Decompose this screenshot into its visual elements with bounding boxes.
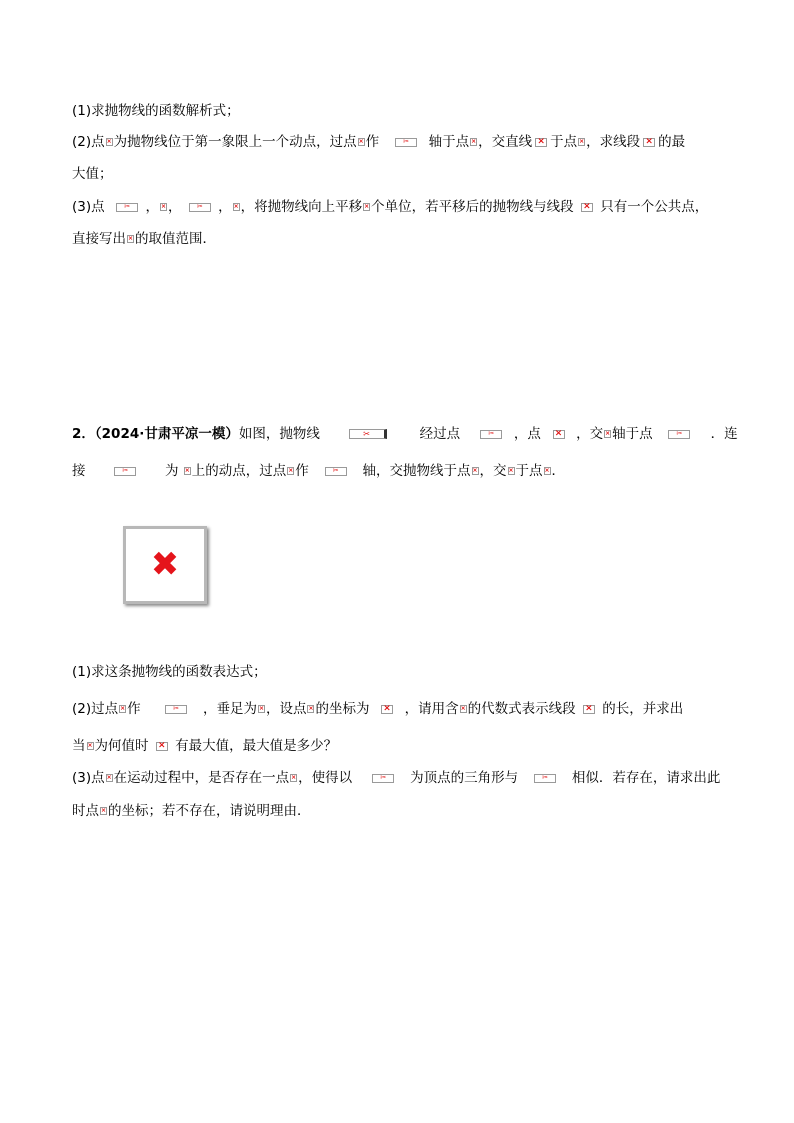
text-segment: (2)过点 [72,701,119,717]
question-1-part-1 [72,101,240,121]
formula-image [578,138,585,146]
text-segment: 轴于点 [612,426,653,442]
text-segment: ，点 [513,426,541,442]
text-segment: 时点 [72,803,99,819]
formula-image [106,138,113,146]
question-1-part-2-line-1 [72,132,685,152]
formula-image [363,203,370,211]
formula-image [119,705,126,713]
problem-2-line-2 [72,461,565,481]
problem-2-part-2-line-2 [72,736,337,756]
formula-image [581,203,593,212]
formula-image [307,705,314,713]
text-segment: (2)点 [72,134,105,150]
formula-image [233,203,240,211]
formula-image [535,138,547,147]
problem-source: （2024·甘肃平凉一模） [94,426,239,442]
text-segment: (3)点 [72,770,105,786]
question-text: (1)求这条抛物线的函数表达式； [72,664,267,680]
text-segment: (3)点 [72,199,105,215]
question-1-part-3-line-2 [72,229,216,249]
formula-image [643,138,655,147]
text-segment: 经过点 [419,426,461,442]
text-segment: 大值； [72,166,113,182]
text-segment: ，使得以 [298,770,353,786]
formula-image [534,774,556,783]
text-segment: 作 [295,463,309,479]
formula-image [381,705,393,714]
text-segment: 当 [72,738,86,754]
text-segment: ，交 [576,426,604,442]
formula-image [668,430,690,439]
text-segment: 为何值时 [94,738,149,754]
text-segment: 作 [365,134,380,150]
problem-2-part-3-line-1 [72,768,720,788]
text-segment: 轴，交抛物线于点 [362,463,471,479]
question-1-part-2-line-2 [72,164,113,184]
text-segment: 的长，并求出 [602,701,684,717]
text-segment: 上的动点，过点 [191,463,287,479]
formula-image [106,774,113,782]
formula-image [87,742,94,750]
formula-image [114,467,136,476]
text-segment: 如图，抛物线 [238,426,320,442]
text-segment: ，设点 [265,701,307,717]
text-segment: ， [218,199,232,215]
formula-image [395,138,417,147]
question-text: (1)求抛物线的函数解析式； [72,103,240,119]
text-segment: 为顶点的三角形与 [410,770,519,786]
formula-image [358,138,365,146]
formula-image [116,203,138,212]
text-segment: 于点 [515,463,543,479]
formula-image [156,742,168,751]
text-segment: 于点 [550,134,578,150]
text-segment: ，垂足为 [202,701,257,717]
formula-image [583,705,595,714]
formula-image [100,807,107,815]
text-segment: 为抛物线位于第一象限上一个动点，过点 [113,134,357,150]
figure-image-placeholder [123,526,207,604]
text-segment: 只有一个公共点， [600,199,709,215]
formula-image [480,430,502,439]
problem-number: 2． [72,426,95,442]
text-segment: ， [145,199,160,215]
text-segment: ．连 [710,426,738,442]
text-segment: 作 [127,701,141,717]
question-1-part-3-line-1 [72,197,708,217]
formula-image [287,467,294,475]
text-segment: 相似．若存在，请求出此 [571,770,721,786]
text-segment: ，请用含 [404,701,459,717]
text-segment: 轴于点 [428,134,470,150]
text-segment: ， [168,199,182,215]
text-segment: 个单位，若平移后的抛物线与线段 [371,199,574,215]
formula-image [290,774,297,782]
formula-image [189,203,211,212]
text-segment: ，交 [479,463,507,479]
text-segment: 有最大值，最大值是多少？ [175,738,338,754]
formula-image [460,705,467,713]
text-segment: 为 [165,463,179,479]
text-segment: 的代数式表示线段 [467,701,576,717]
problem-2-part-2-line-1 [72,699,683,719]
formula-image [604,430,611,438]
text-segment: 的最 [658,134,686,150]
formula-image [544,467,551,475]
formula-image [372,774,394,783]
text-segment: 的取值范围． [135,231,216,247]
text-segment: ，交直线 [478,134,533,150]
problem-2-part-1 [72,662,267,682]
text-segment: 接 [72,463,86,479]
formula-image [258,705,265,713]
problem-2-line-1 [72,424,738,444]
formula-image [165,705,187,714]
text-segment: ，求线段 [586,134,641,150]
text-segment: 的坐标为 [315,701,370,717]
formula-image [508,467,515,475]
formula-image [127,235,134,243]
text-segment: 直接写出 [72,231,126,247]
text-segment: ，将抛物线向上平移 [240,199,363,215]
formula-image [470,138,477,146]
formula-image [325,467,347,476]
text-segment: 在运动过程中，是否存在一点 [113,770,290,786]
formula-image [160,203,167,211]
formula-image [472,467,479,475]
formula-image [553,430,565,439]
formula-image [349,429,387,439]
formula-image [184,467,191,475]
text-segment: 的坐标；若不存在，请说明理由． [108,803,311,819]
text-segment: ． [551,463,566,479]
problem-2-part-3-line-2 [72,801,311,821]
